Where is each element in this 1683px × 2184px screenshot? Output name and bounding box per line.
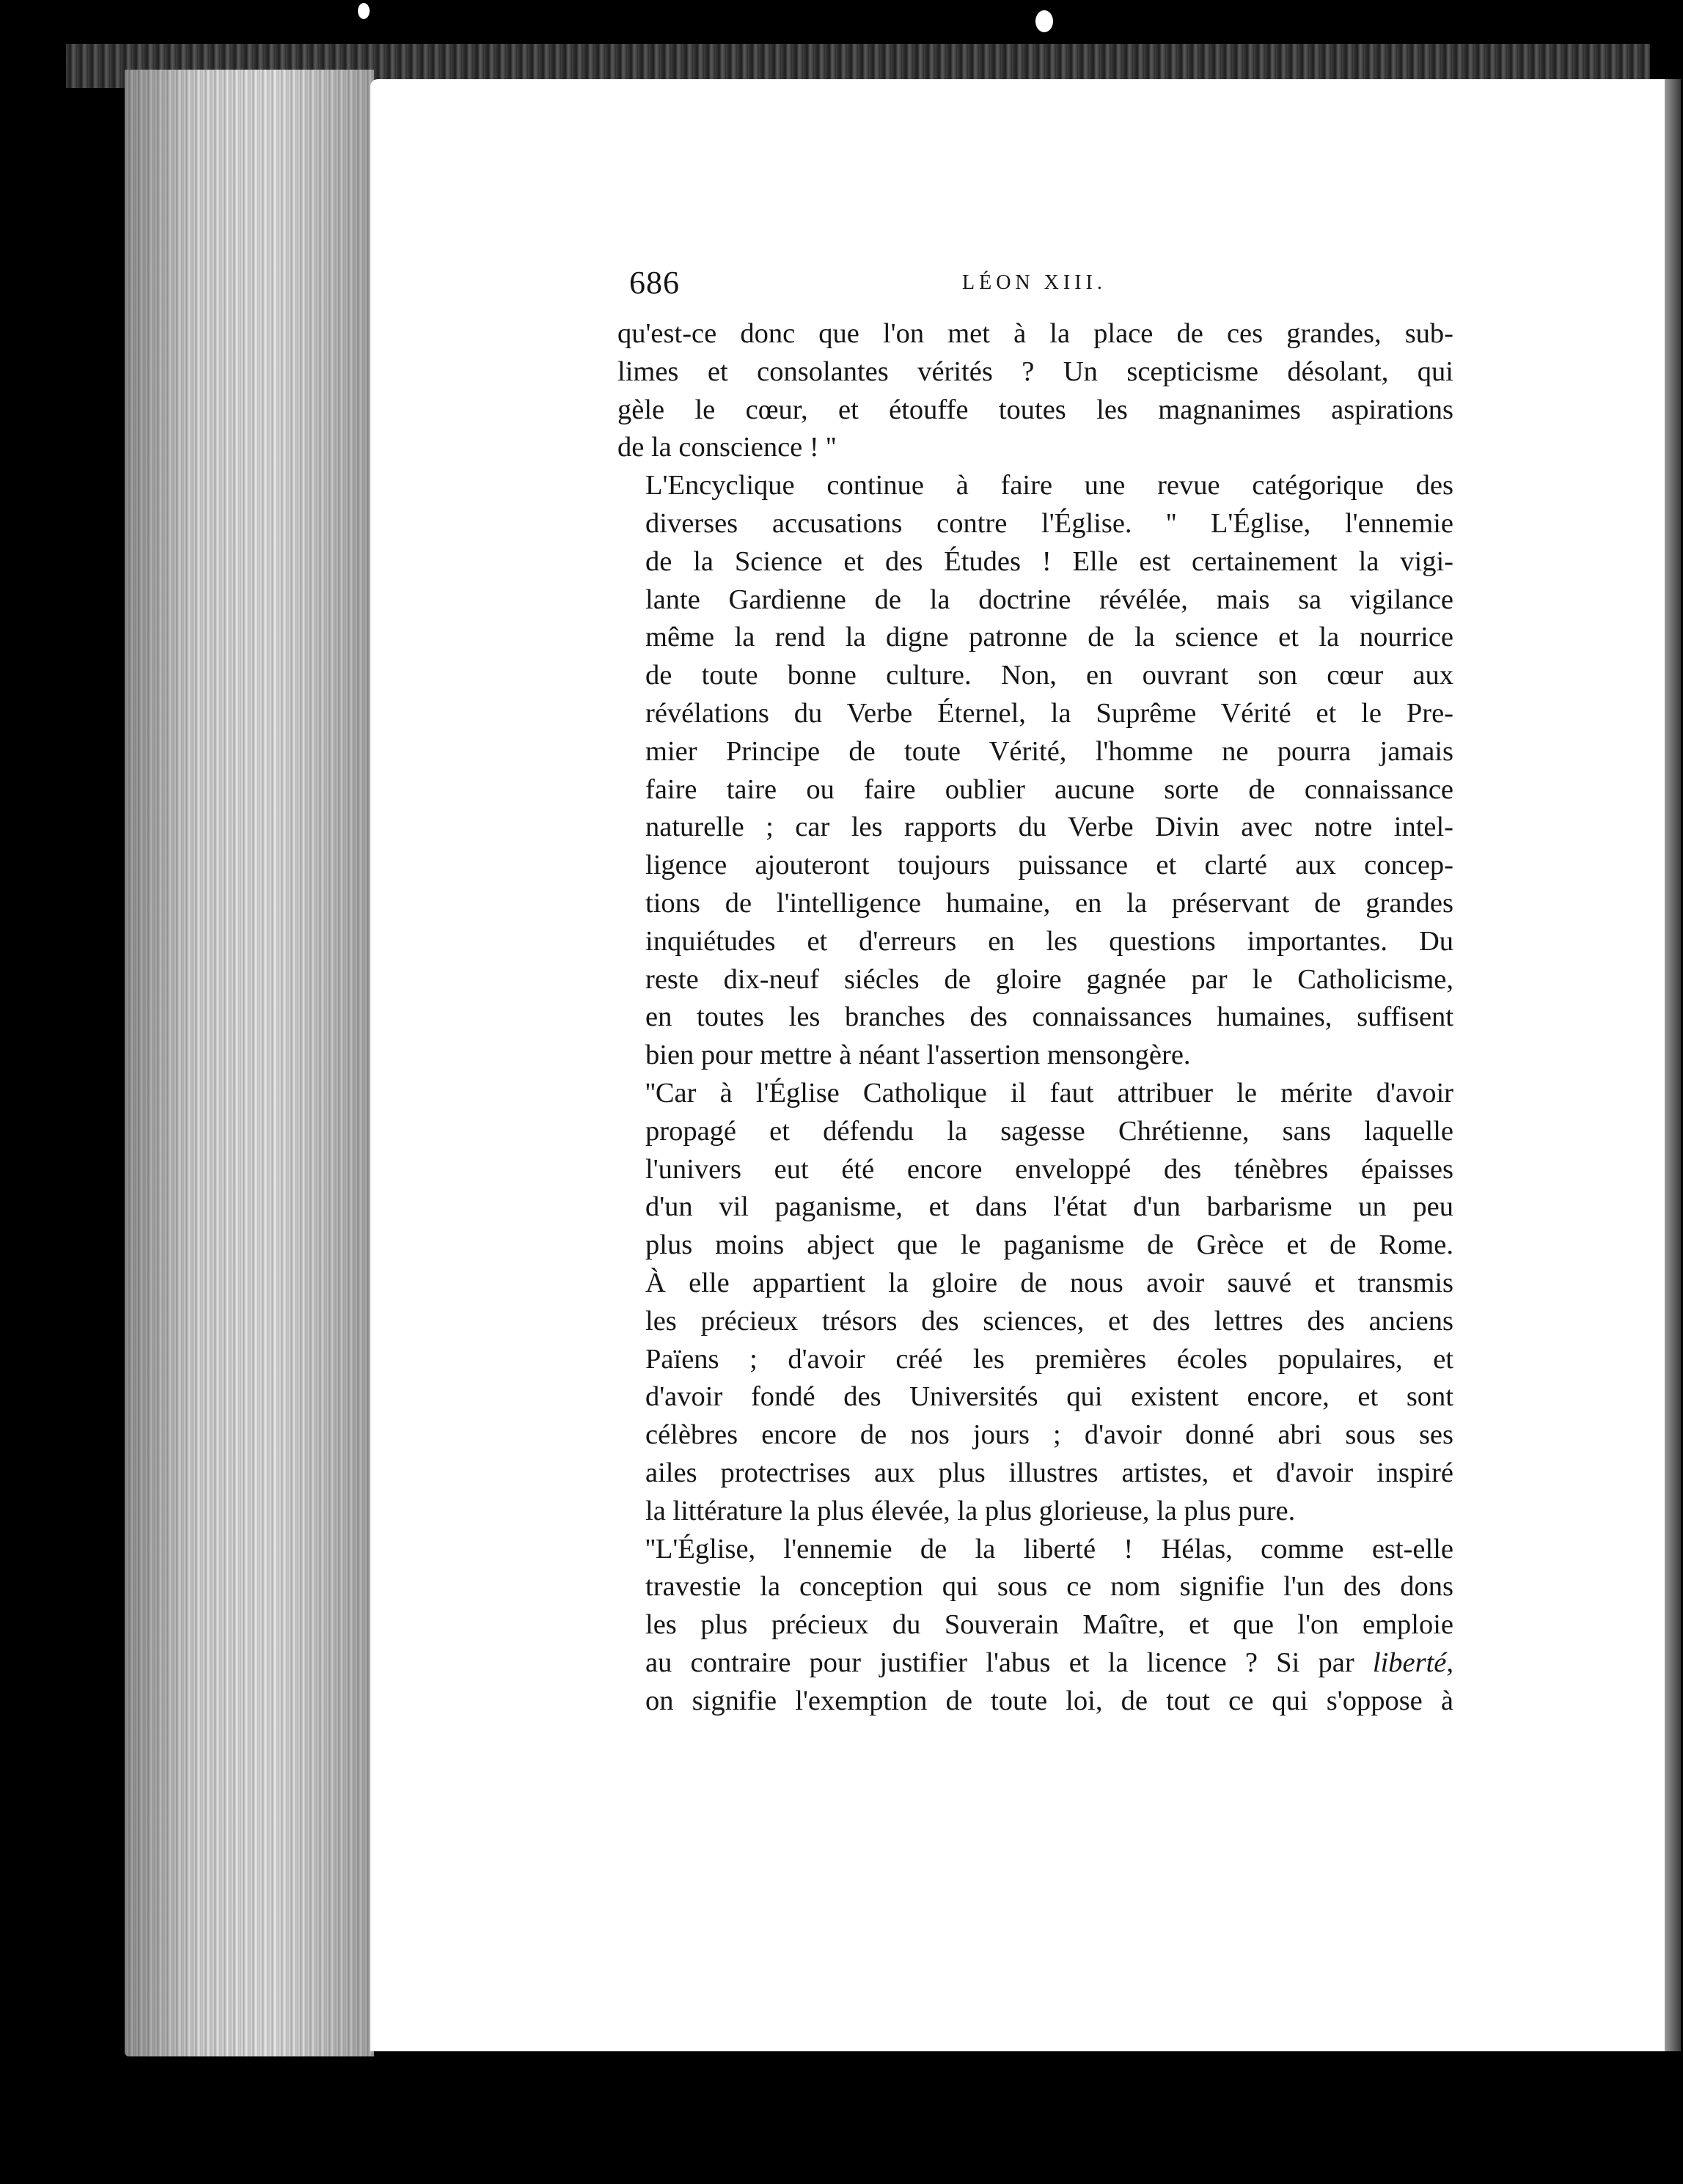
page-right-edge: [1665, 79, 1681, 2051]
page-number: 686: [629, 265, 680, 301]
text-line: célèbres encore de nos jours ; d'avoir donné abri sous ses: [645, 1419, 1453, 1451]
text-line: lante Gardienne de la doctrine révélée, mais sa vigilance: [645, 584, 1453, 615]
running-head: [617, 264, 1453, 315]
text-line: Païens ; d'avoir créé les premières écoles populaires, et: [645, 1343, 1453, 1375]
text-line: de toute bonne culture. Non, en ouvrant son cœur aux: [645, 660, 1453, 691]
text-line: la littérature la plus élevée, la plus glorieuse, la plus pure.: [645, 1495, 1296, 1526]
text-line: propagé et défendu la sagesse Chrétienne, sans laquelle: [645, 1115, 1453, 1147]
text-line: ailes protectrises aux plus illustres artistes, et d'avoir inspiré: [645, 1457, 1453, 1488]
text-line: ''L'Église, l'ennemie de la liberté ! Hélas, comme est-elle: [645, 1533, 1453, 1565]
text-line: au contraire pour justifier l'abus et la licence ? Si par liberté,: [645, 1647, 1453, 1678]
text-line: révélations du Verbe Éternel, la Suprême Vérité et le Pre-: [645, 697, 1453, 729]
text-line: qu'est-ce donc que l'on met à la place de ces grandes, sub-: [617, 318, 1453, 349]
text-line: d'avoir fondé des Universités qui existent encore, et sont: [645, 1381, 1453, 1413]
text-line: À elle appartient la gloire de nous avoir sauvé et transmis: [645, 1267, 1453, 1298]
paragraph: [617, 315, 1453, 467]
text-line: faire taire ou faire oublier aucune sorte de connaissance: [645, 773, 1453, 805]
paragraph: [617, 467, 1453, 1075]
book-edge-shading: [125, 70, 374, 2056]
text-line: ligence ajouteront toujours puissance et clarté aux concep-: [645, 850, 1453, 881]
text-line: gèle le cœur, et étouffe toutes les magnanimes aspirations: [617, 394, 1453, 425]
text-line: bien pour mettre à néant l'assertion mensongère.: [645, 1040, 1191, 1071]
running-title: LÉON XIII.: [962, 271, 1107, 294]
page-text-block: [617, 264, 1453, 1720]
text-line: naturelle ; car les rapports du Verbe Divin avec notre intel-: [645, 812, 1453, 843]
text-line: on signifie l'exemption de toute loi, de tout ce qui s'oppose à: [645, 1685, 1453, 1716]
text-line: limes et consolantes vérités ? Un scepticisme désolant, qui: [617, 356, 1453, 387]
text-line: d'un vil paganisme, et dans l'état d'un barbarisme un peu: [645, 1191, 1453, 1223]
text-line: ''Car à l'Église Catholique il faut attribuer le mérite d'avoir: [645, 1077, 1453, 1108]
text-line: de la conscience ! '': [617, 432, 837, 463]
body-text: [617, 315, 1453, 1720]
paragraph: [617, 1075, 1453, 1531]
scan-speck: [1035, 10, 1053, 32]
text-line: diverses accusations contre l'Église. '' L'Église, l'ennemie: [645, 507, 1453, 539]
paragraph: [617, 1531, 1453, 1721]
text-line: les plus précieux du Souverain Maître, et que l'on emploie: [645, 1609, 1453, 1641]
text-line: plus moins abject que le paganisme de Grèce et de Rome.: [645, 1229, 1453, 1261]
text-line: L'Encyclique continue à faire une revue catégorique des: [645, 470, 1453, 501]
text-line: mier Principe de toute Vérité, l'homme ne pourra jamais: [645, 735, 1453, 767]
text-line: en toutes les branches des connaissances humaines, suffisent: [645, 1001, 1453, 1033]
text-line: inquiétudes et d'erreurs en les questions importantes. Du: [645, 925, 1453, 957]
text-line: travestie la conception qui sous ce nom signifie l'un des dons: [645, 1571, 1453, 1603]
text-line: les précieux trésors des sciences, et des lettres des anciens: [645, 1305, 1453, 1336]
text-line: l'univers eut été encore enveloppé des ténèbres épaisses: [645, 1153, 1453, 1185]
text-line: reste dix-neuf siécles de gloire gagnée par le Catholicisme,: [645, 963, 1453, 995]
text-line: tions de l'intelligence humaine, en la préservant de grandes: [645, 887, 1453, 919]
text-line: de la Science et des Études ! Elle est certainement la vigi-: [645, 545, 1453, 577]
scan-speck: [358, 3, 370, 19]
text-line: même la rend la digne patronne de la science et la nourrice: [645, 622, 1453, 653]
